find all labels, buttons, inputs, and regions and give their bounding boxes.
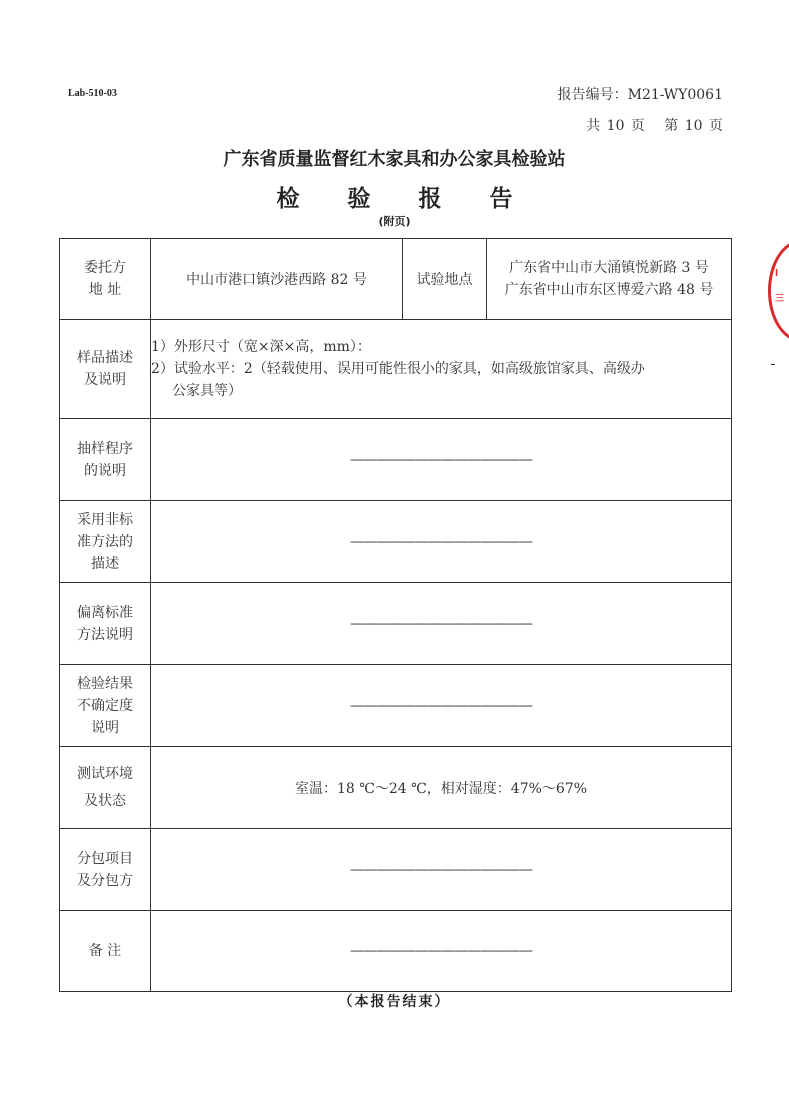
uncertainty-label: 检验结果 不确定度 说明	[60, 665, 151, 747]
lab-code: Lab-510-03	[68, 88, 117, 99]
row-sample-description	[60, 320, 732, 419]
row-subcontract	[60, 829, 732, 911]
seal-stamp: l 三	[768, 240, 789, 342]
report-title: 检 验 报 告	[276, 186, 533, 212]
nonstandard-value: ——————————————	[151, 501, 732, 583]
test-site-label: 试验地点	[403, 239, 487, 320]
remarks-label: 备 注	[60, 911, 151, 992]
report-end-note: （本报告结束）	[338, 994, 451, 1010]
row-uncertainty	[60, 665, 732, 747]
row-environment	[60, 747, 732, 829]
row-sampling	[60, 419, 732, 501]
sampling-value: ——————————————	[151, 419, 732, 501]
test-site-value	[487, 239, 732, 320]
sample-line-2: 2）试验水平：2（轻载使用、误用可能性很小的家具，如高级旅馆家具、高级办	[151, 361, 645, 377]
nonstandard-label: 采用非标 准方法的 描述	[60, 501, 151, 583]
page-info: 共 10 页 第 10 页	[586, 118, 723, 134]
client-address-value: 中山市港口镇沙港西路 82 号	[151, 239, 403, 320]
sample-line-3: 公家具等）	[172, 383, 242, 399]
subcontract-value: ——————————————	[151, 829, 732, 911]
uncertainty-value: ——————————————	[151, 665, 732, 747]
remarks-value: ——————————————	[151, 911, 732, 992]
deviation-value: ——————————————	[151, 583, 732, 665]
test-site-line-2: 广东省中山市东区博爱六路 48 号	[504, 282, 714, 298]
row-nonstandard-method	[60, 501, 732, 583]
client-address-label: 委托方 地 址	[60, 239, 151, 320]
sampling-label: 抽样程序 的说明	[60, 419, 151, 501]
environment-label: 测试环境 及状态	[60, 747, 151, 829]
organization-name: 广东省质量监督红木家具和办公家具检验站	[223, 149, 566, 170]
test-site-line-1: 广东省中山市大涌镇悦新路 3 号	[509, 260, 709, 276]
sample-line-1: 1）外形尺寸（宽×深×高，mm）：	[151, 339, 371, 355]
margin-mark	[771, 364, 775, 365]
subcontract-label: 分包项目 及分包方	[60, 829, 151, 911]
environment-value: 室温：18 ℃～24 ℃，相对湿度：47%～67%	[151, 747, 732, 829]
sample-label: 样品描述 及说明	[60, 320, 151, 419]
report-subtitle: (附页)	[378, 215, 411, 228]
report-number: 报告编号：M21-WY0061	[557, 87, 723, 103]
deviation-label: 偏离标准 方法说明	[60, 583, 151, 665]
report-table	[59, 238, 732, 992]
sample-description	[151, 320, 732, 419]
row-client-address	[60, 239, 732, 320]
row-remarks	[60, 911, 732, 992]
row-deviation	[60, 583, 732, 665]
